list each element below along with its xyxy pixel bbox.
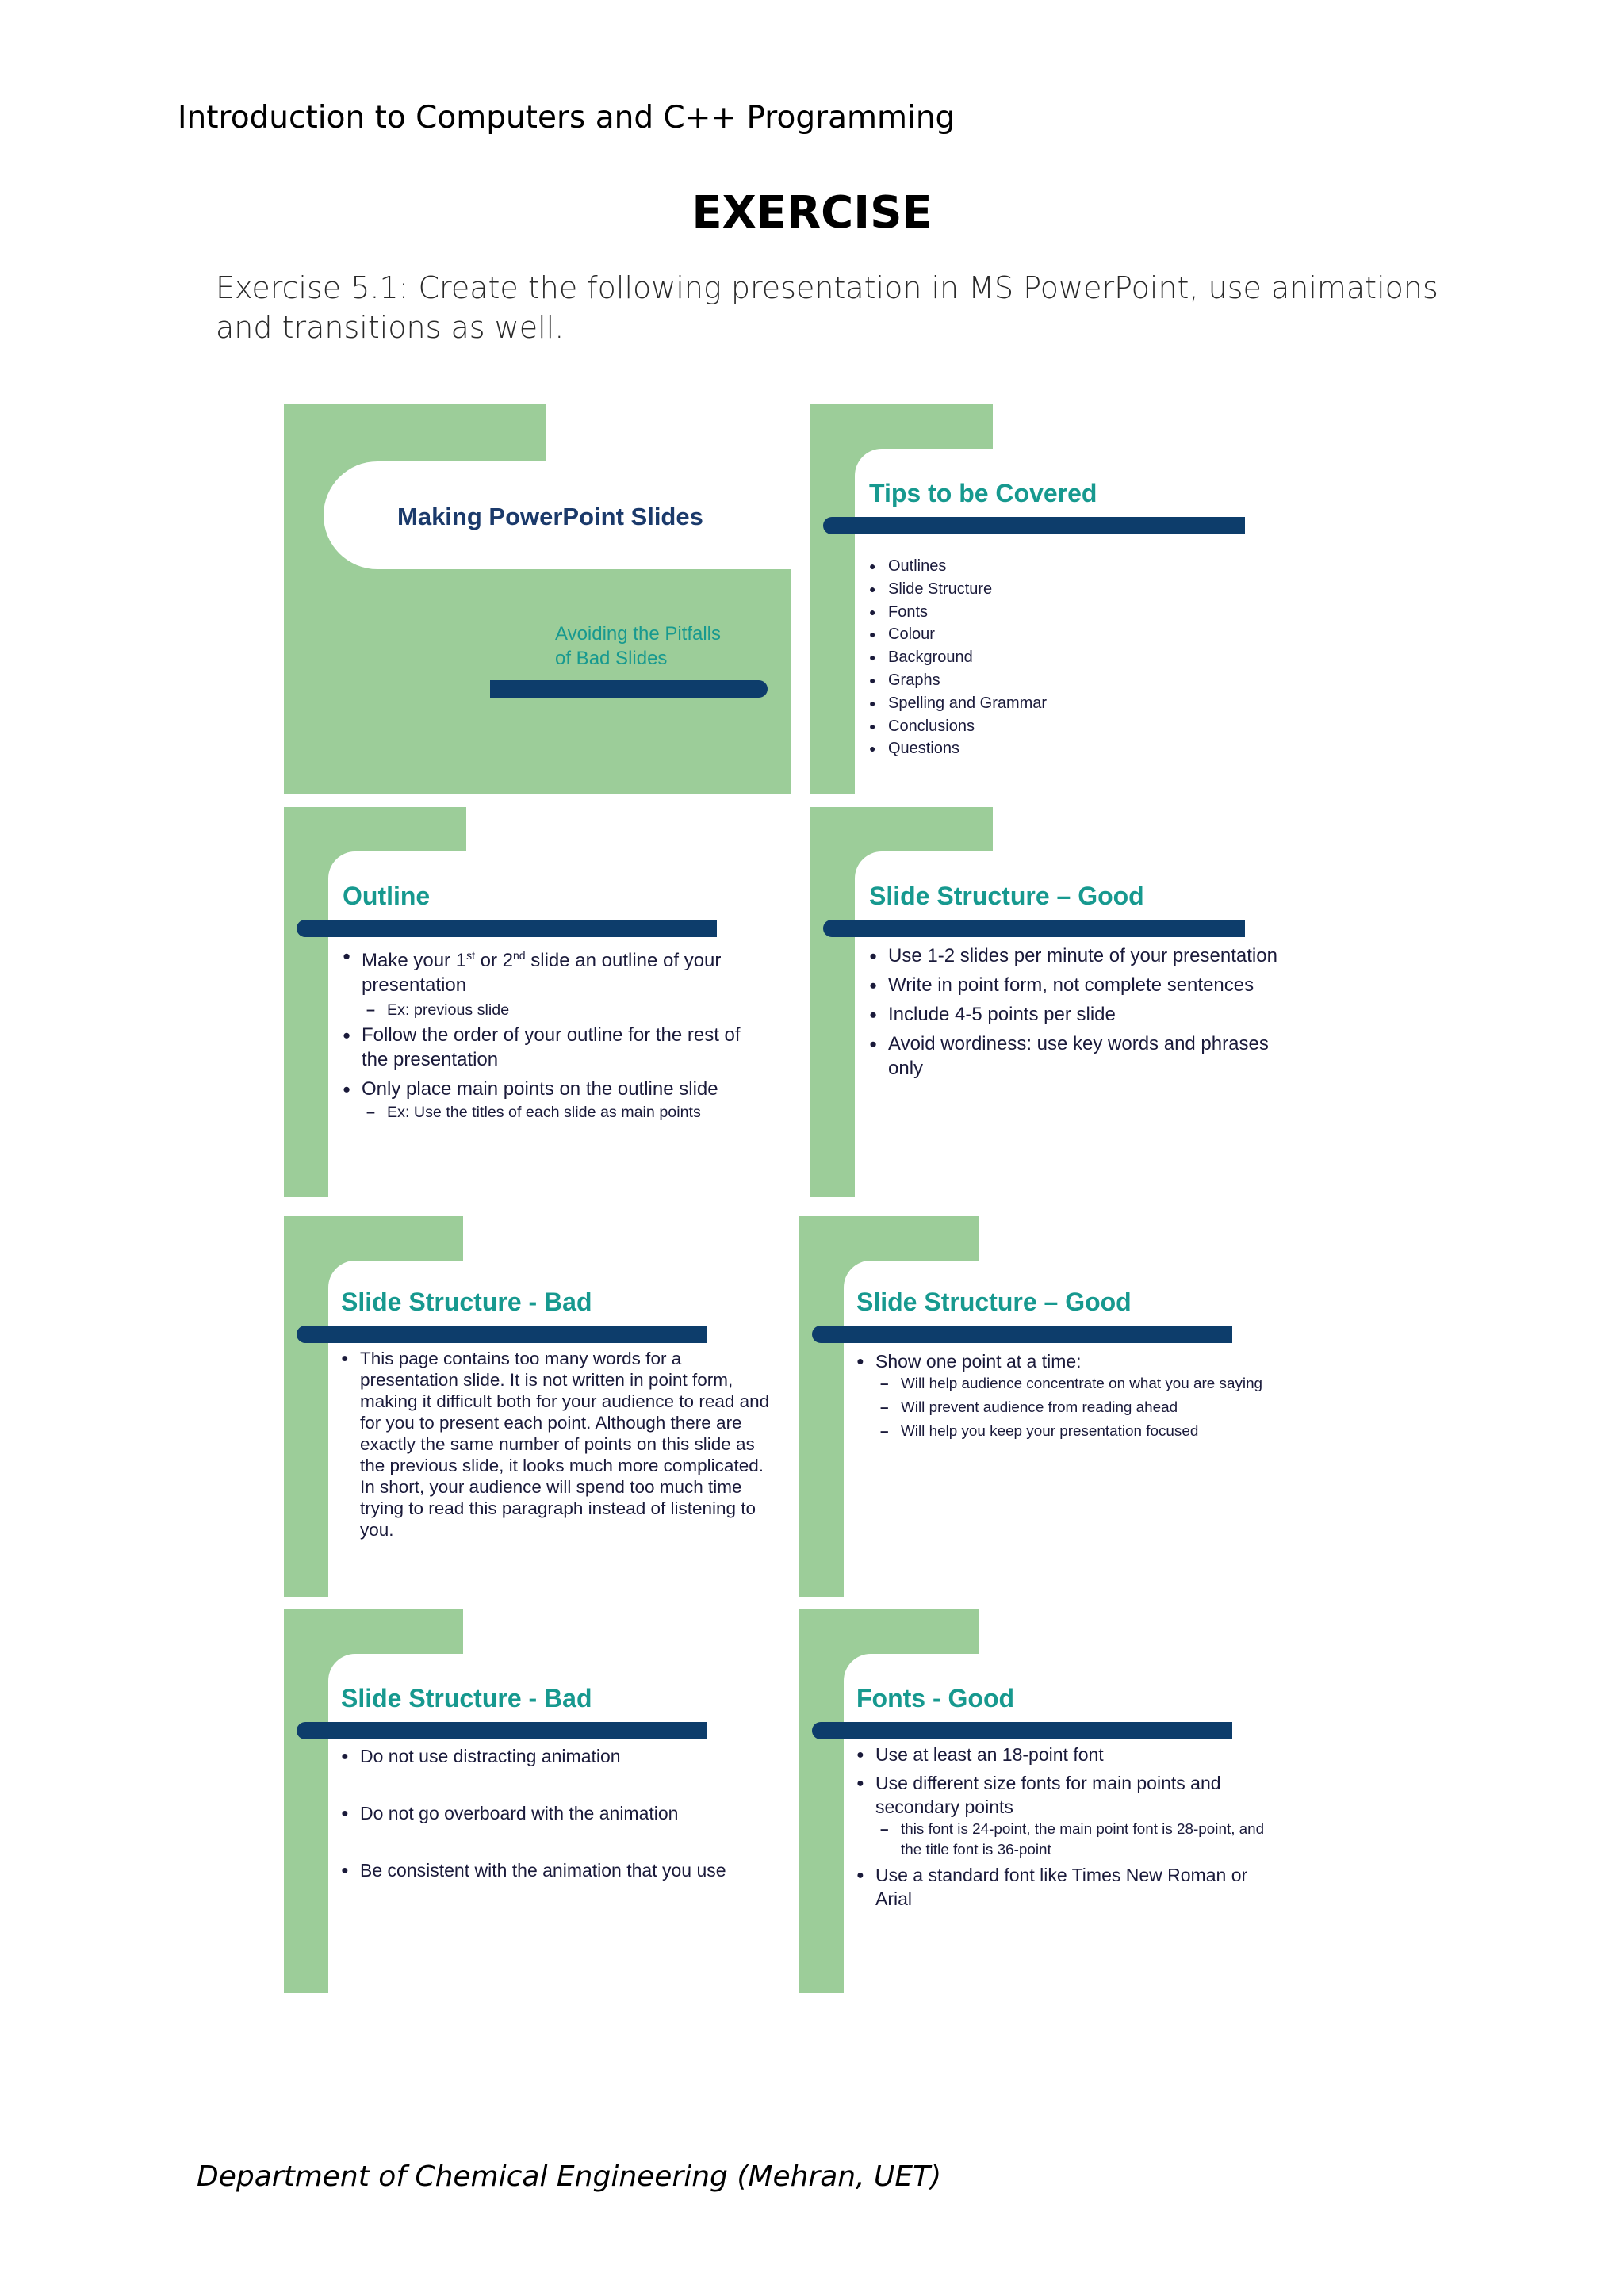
list-item: ● Include 4-5 points per slide	[869, 1002, 1313, 1027]
list-item: ● Questions	[869, 737, 1047, 760]
slide-title: Outline	[343, 882, 431, 910]
slide-title-bar	[812, 1326, 1232, 1343]
slide-bullet-list	[869, 943, 1313, 1081]
slide-structure-bad-1	[284, 1216, 791, 1597]
list-item: ● Outlines	[869, 555, 1047, 578]
slide-structure-bad-2	[284, 1609, 791, 1993]
bar-clip	[707, 1716, 791, 1747]
slide-bullet-list	[341, 1744, 785, 1882]
slide-title-bar	[823, 920, 1245, 937]
slide-structure-good-1	[810, 807, 1318, 1197]
list-subitem: – Ex: previous slide	[343, 997, 771, 1023]
page-title: EXERCISE	[691, 187, 933, 239]
list-item: ● Do not go overboard with the animation	[341, 1801, 785, 1825]
slide-bullet-list	[856, 1349, 1285, 1441]
list-subitem: – Will prevent audience from reading ahead	[856, 1397, 1285, 1418]
list-item: ● Background	[869, 646, 1047, 669]
list-item: ● Graphs	[869, 669, 1047, 692]
list-item: ● Avoid wordiness: use key words and phrases only	[869, 1031, 1300, 1081]
list-item: ● Use at least an 18-point font	[856, 1743, 1285, 1766]
slide-structure-good-2	[799, 1216, 1307, 1597]
slide-paragraph: ● This page contains too many words for a presentation slide. It is not written in point form, making it difficult both for your audience to read and for you to present each point. Although there are exactly the same number of points on this slide as the previous slide, it looks much more complicated. In short, your audience will spend too much time trying to read this paragraph instead of listening to you.	[341, 1348, 776, 1540]
list-item: ● Slide Structure	[869, 578, 1047, 601]
slide-title: Slide Structure – Good	[856, 1288, 1132, 1316]
list-item: ● Do not use distracting animation	[341, 1744, 785, 1768]
list-item: ● Conclusions	[869, 715, 1047, 738]
slide-title-bar	[812, 1722, 1232, 1739]
slide-title: Making PowerPoint Slides	[397, 503, 703, 530]
slide-title: Slide Structure – Good	[869, 882, 1144, 910]
list-item: ● Be consistent with the animation that you use	[341, 1858, 785, 1882]
list-subitem: – Ex: Use the titles of each slide as main points	[343, 1101, 771, 1123]
page-header: Introduction to Computers and C++ Programming	[178, 100, 956, 136]
slide-title-making-powerpoint	[284, 404, 791, 794]
list-item: ● Use different size fonts for main points and secondary points	[856, 1771, 1272, 1819]
slide-tips-to-be-covered	[810, 404, 1318, 794]
slide-outline	[284, 807, 791, 1197]
list-item: ● Make your 1st or 2nd slide an outline of your presentation	[343, 943, 771, 997]
slide-title: Fonts - Good	[856, 1684, 1015, 1712]
bar-clip	[707, 1319, 791, 1351]
list-item: ● Fonts	[869, 601, 1047, 624]
list-item: ● Spelling and Grammar	[869, 692, 1047, 715]
page-footer: Department of Chemical Engineering (Mehran, UET)	[197, 2160, 942, 2193]
slide-title: Slide Structure - Bad	[341, 1684, 592, 1712]
slide-title: Tips to be Covered	[869, 479, 1097, 507]
slide-title-bar	[490, 680, 768, 698]
slide-bullet-list	[856, 1743, 1285, 1911]
list-item: ● Show one point at a time:	[856, 1349, 1285, 1373]
slide-bullet-list	[343, 943, 771, 1123]
list-item: ● Colour	[869, 623, 1047, 646]
list-item: ● Follow the order of your outline for the rest of the presentation	[343, 1023, 771, 1072]
list-item: ● Use 1-2 slides per minute of your presentation	[869, 943, 1313, 968]
list-item: ● Use a standard font like Times New Roman or Arial	[856, 1863, 1288, 1911]
slide-subtitle-line1: Avoiding the Pitfalls	[555, 623, 722, 645]
slide-title-bar	[823, 517, 1245, 534]
slide-title: Slide Structure - Bad	[341, 1288, 592, 1316]
list-subitem: – Will help audience concentrate on what you are saying	[856, 1373, 1281, 1394]
list-item: ● Write in point form, not complete sentences	[869, 973, 1313, 997]
list-subitem: – this font is 24-point, the main point font is 28-point, and the title font is 36-point	[856, 1819, 1281, 1860]
slide-bullet-list	[341, 1348, 776, 1540]
slide-subtitle-line2: of Bad Slides	[555, 648, 668, 669]
exercise-instructions: Exercise 5.1: Create the following presentation in MS PowerPoint, use animations and transitions as well.	[216, 270, 1438, 345]
list-subitem: – Will help you keep your presentation focused	[856, 1421, 1285, 1441]
slide-title-bar	[297, 920, 717, 937]
slide-fonts-good	[799, 1609, 1307, 1993]
list-item: ● Only place main points on the outline slide	[343, 1077, 771, 1101]
slide-bullet-list	[869, 555, 1047, 760]
